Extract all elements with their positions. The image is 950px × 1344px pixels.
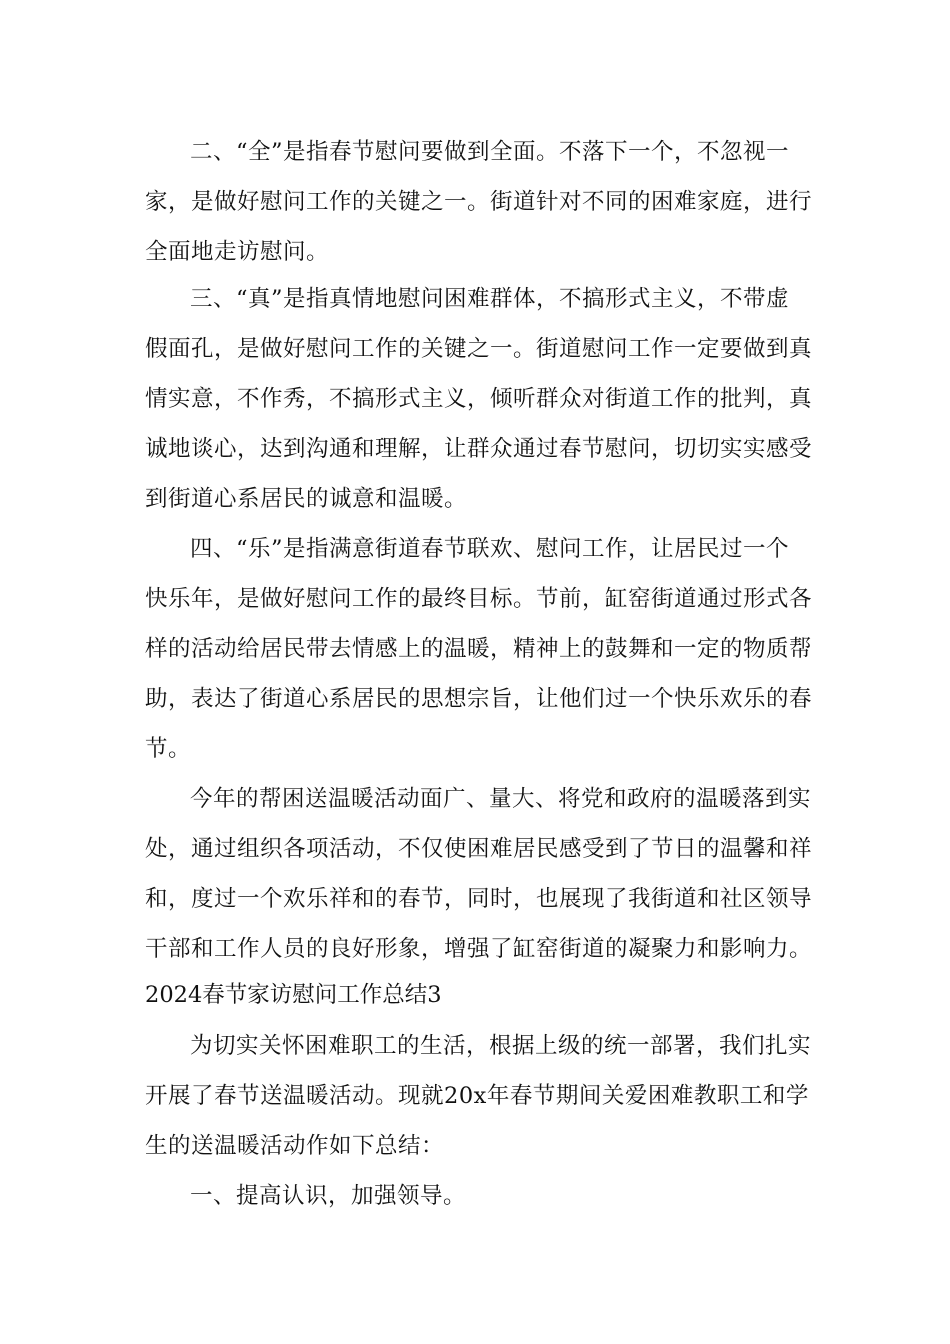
text-line: 诚地谈心，达到沟通和理解，让群众通过春节慰问，切切实实感受 xyxy=(145,436,813,462)
paragraph-point-one xyxy=(145,1171,817,1221)
text-line: 一、提高认识，加强领导。 xyxy=(190,1183,467,1209)
text-line: 假面孔，是做好慰问工作的关键之一。街道慰问工作一定要做到真 xyxy=(145,336,813,362)
text-line: 情实意，不作秀，不搞形式主义，倾听群众对街道工作的批判，真 xyxy=(145,386,813,412)
paragraph-le xyxy=(145,524,817,774)
section-heading xyxy=(145,970,817,1020)
text-line: 和，度过一个欢乐祥和的春节，同时，也展现了我街道和社区领导 xyxy=(145,886,813,912)
text-line: 干部和工作人员的良好形象，增强了缸窑街道的凝聚力和影响力。 xyxy=(145,936,813,962)
text-line: 节。 xyxy=(145,736,192,762)
text-line: 家，是做好慰问工作的关键之一。街道针对不同的困难家庭，进行 xyxy=(145,189,813,215)
paragraph-quan xyxy=(145,127,817,277)
text-line: 今年的帮困送温暖活动面广、量大、将党和政府的温暖落到实 xyxy=(190,786,812,812)
paragraph-intro xyxy=(145,1021,817,1171)
text-line: 生的送温暖活动作如下总结： xyxy=(145,1133,445,1159)
paragraph-summary xyxy=(145,774,817,974)
text-line: 助，表达了街道心系居民的思想宗旨，让他们过一个快乐欢乐的春 xyxy=(145,686,813,712)
text-line: 到街道心系居民的诚意和温暖。 xyxy=(145,486,468,512)
text-line: 处，通过组织各项活动，不仅使困难居民感受到了节日的温馨和祥 xyxy=(145,836,813,862)
text-line: 为切实关怀困难职工的生活，根据上级的统一部署，我们扎实 xyxy=(190,1033,812,1059)
section-title: 2024春节家访慰问工作总结3 xyxy=(145,982,442,1008)
text-line: 三、“真”是指真情地慰问困难群体，不搞形式主义，不带虚 xyxy=(190,286,790,312)
text-line: 全面地走访慰问。 xyxy=(145,239,330,265)
paragraph-zhen xyxy=(145,274,817,524)
text-line: 快乐年，是做好慰问工作的最终目标。节前，缸窑街道通过形式各 xyxy=(145,586,813,612)
text-line: 开展了春节送温暖活动。现就20x年春节期间关爱困难教职工和学 xyxy=(145,1083,809,1109)
text-line: 四、“乐”是指满意街道春节联欢、慰问工作，让居民过一个 xyxy=(190,536,790,562)
text-line: 样的活动给居民带去情感上的温暖，精神上的鼓舞和一定的物质帮 xyxy=(145,636,813,662)
text-line: 二、“全”是指春节慰问要做到全面。不落下一个，不忽视一 xyxy=(190,139,790,165)
